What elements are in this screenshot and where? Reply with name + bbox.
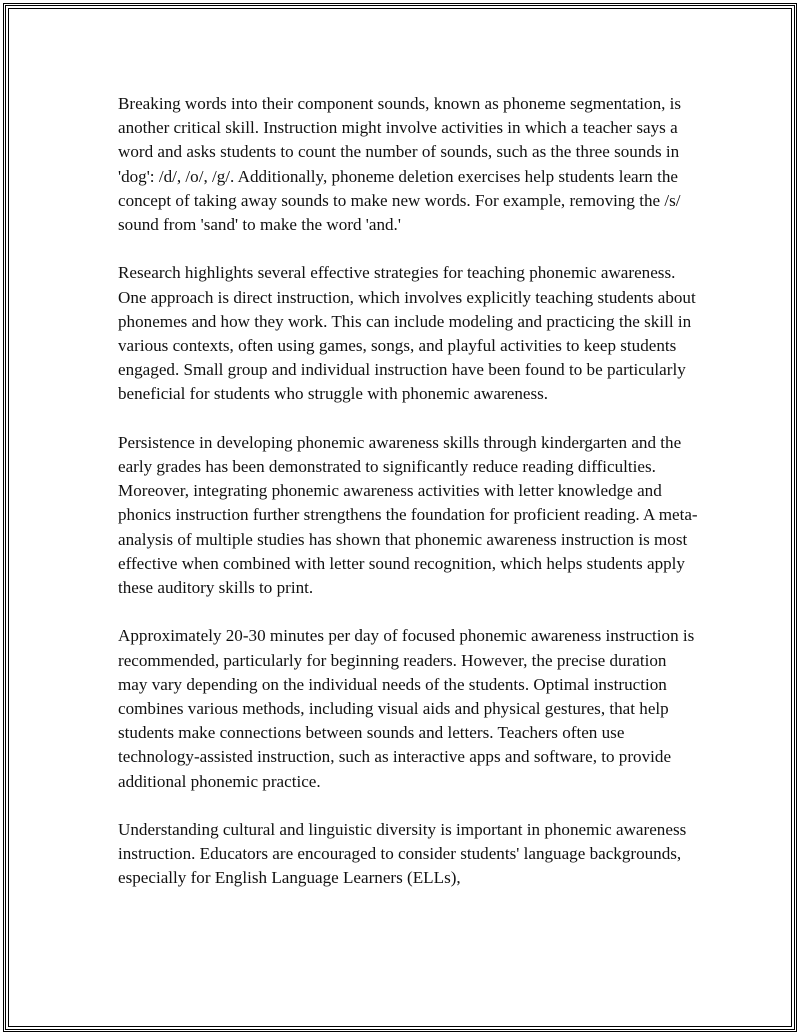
paragraph-effective-strategies: Research highlights several effective strategies for teaching phonemic awareness. One approach is direct instruction, which involves explicitly teaching students about phonemes and how they work. This can include modeling and practicing the skill in various contexts, often using games, songs, and playful activities to keep students engaged. Small group and individual instruction have been found to be particularly beneficial for students who struggle with phonemic awareness. <box>118 263 696 404</box>
paragraph-daily-duration: Approximately 20-30 minutes per day of focused phonemic awareness instruction is recommended, particularly for beginning readers. However, the precise duration may vary depending on the individual needs of the students. Optimal instruction combines various methods, including visual aids and physical gestures, that help students make connections between sounds and letters. Teachers often use technology-assisted instruction, such as interactive apps and software, to provide additional phonemic practice. <box>118 626 695 791</box>
paragraph-cultural-diversity: Understanding cultural and linguistic diversity is important in phonemic awareness instruction. Educators are encouraged to consider students' language backgrounds, especially for English Language Learners (ELLs), <box>118 820 687 888</box>
document-body <box>118 92 698 915</box>
paragraph-phoneme-segmentation: Breaking words into their component sounds, known as phoneme segmentation, is another critical skill. Instruction might involve activities in which a teacher says a word and asks students to count the number of sounds, such as the three sounds in 'dog': /d/, /o/, /g/. Additionally, phoneme deletion exercises help students learn the concept of taking away sounds to make new words. For example, removing the /s/ sound from 'sand' to make the word 'and.' <box>118 94 682 235</box>
paragraph-persistence: Persistence in developing phonemic awareness skills through kindergarten and the early grades has been demonstrated to significantly reduce reading difficulties. Moreover, integrating phonemic awareness activities with letter knowledge and phonics instruction further strengthens the foundation for proficient reading. A meta-analysis of multiple studies has shown that phonemic awareness instruction is most effective when combined with letter sound recognition, which helps students apply these auditory skills to print. <box>118 432 698 598</box>
